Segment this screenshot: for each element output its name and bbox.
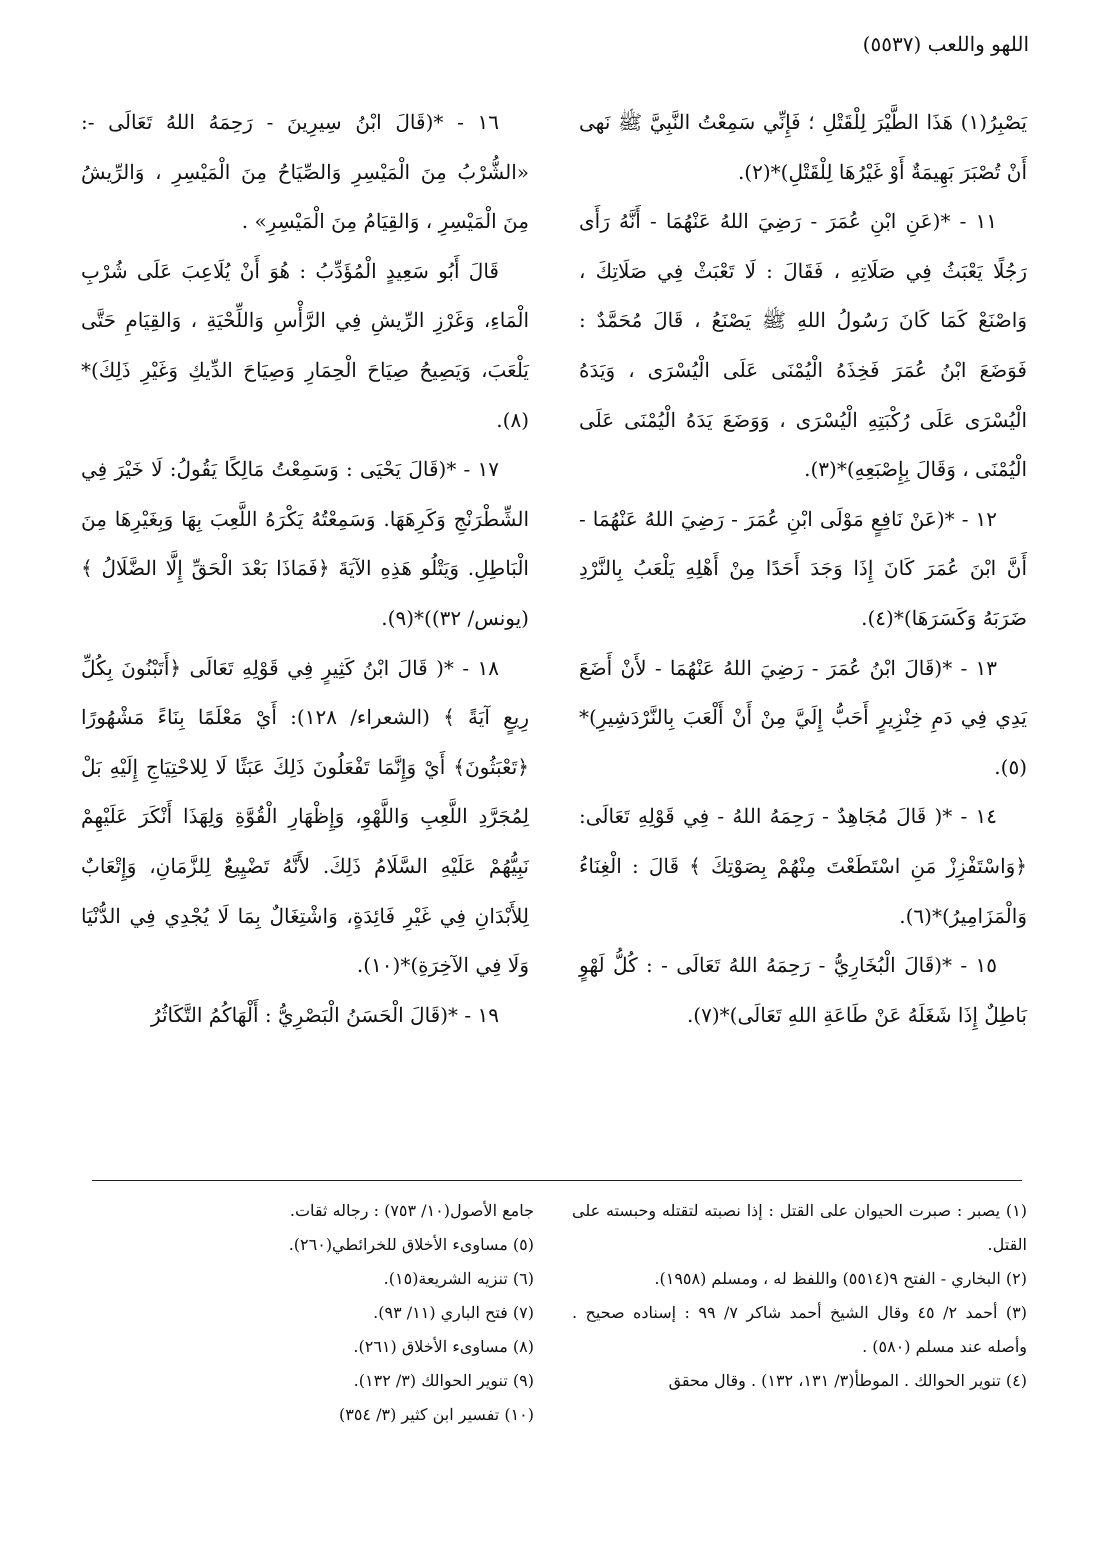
footnote-8: (٨) مساوىء الأخلاق (٢٦١). — [353, 1337, 534, 1356]
footnote-3: (٣) أحمد ٢/ ٤٥ وقال الشيخ أحمد شاكر ٧/ ٩٩ : إسناده صحيح . وأصله عند مسلم (٥٨٠) . — [572, 1303, 1027, 1356]
footnote-9: (٩) تنوير الحوالك (٣/ ١٣٢). — [353, 1371, 534, 1390]
footnote-6: (٦) تنزيه الشريعة(١٥). — [383, 1269, 534, 1288]
paragraph-11: ١١ - *(عَنِ ابْنِ عُمَرَ - رَضِيَ اللهُ عَنْهُمَا - أَنَّهُ رَأَى رَجُلًا يَعْبَثُ فِي صَلَاتِهِ ، فَقَالَ : لَا تَعْبَثْ فِي صَلَاتِكَ ، وَاصْنَعْ كَمَا كَانَ رَسُولُ اللهِ ﷺ يَصْنَعُ ، قَالَ مُحَمَّدٌ : فَوَضَعَ ابْنُ عُمَرَ فَخِذَهُ الْيُمْنَى عَلَى الْيُسْرَى ، وَيَدَهُ الْيُسْرَى عَلَى رُكْبَتِهِ الْيُسْرَى ، وَوَضَعَ يَدَهُ الْيُمْنَى عَلَى الْيُمْنَى ، وَقَالَ بِإِصْبَعِهِ)*(٣). — [579, 209, 1027, 482]
footnote-5: (٥) مساوىء الأخلاق للخرائطي(٢٦٠). — [288, 1235, 534, 1254]
footnotes-left-column — [79, 1194, 534, 1432]
main-text-left-column — [81, 98, 529, 1040]
footnote-4: (٤) تنوير الحوالك . الموطأ(٣/ ١٣١، ١٣٢) . وقال محقق — [668, 1371, 1027, 1390]
running-header: اللهو واللعب (٥٥٣٧) — [862, 32, 1029, 56]
paragraph-13: ١٣ - *(قَالَ ابْنُ عُمَرَ - رَضِيَ اللهُ عَنْهُمَا - لأَنْ أَضَعَ يَدِي فِي دَمِ خِنْزِيرٍ أَحَبُّ إِلَيَّ مِنْ أَنْ أَلْعَبَ بِالنَّرْدَشِيرِ)*(٥). — [579, 655, 1027, 779]
footnote-7: (٧) فتح الباري (١١/ ٩٣). — [373, 1303, 534, 1322]
paragraph-15: ١٥ - *(قَالَ الْبُخَارِيُّ - رَحِمَهُ اللهُ تَعَالَى - : كُلُّ لَهْوٍ بَاطِلٌ إِذَا شَغَلَهُ عَنْ طَاعَةِ اللهِ تَعَالَى)*(٧). — [579, 953, 1027, 1027]
footnote-4-continued: جامع الأصول(١٠/ ٧٥٣) : رجاله ثقات. — [289, 1201, 534, 1220]
paragraph-12: ١٢ - *(عَنْ نَافِعٍ مَوْلَى ابْنِ عُمَرَ - رَضِيَ اللهُ عَنْهُمَا - أَنَّ ابْنَ عُمَرَ كَانَ إِذَا وَجَدَ أَحَدًا مِنْ أَهْلِهِ يَلْعَبُ بِالنَّرْدِ ضَرَبَهُ وَكَسَرَهَا)*(٤). — [579, 506, 1027, 630]
footnote-separator — [92, 1180, 1022, 1181]
paragraph-18: ١٨ - *( قَالَ ابْنُ كَثِيرٍ فِي قَوْلِهِ تَعَالَى ﴿أَتَبْنُونَ بِكُلِّ رِيعٍ آيَةً ﴾ (الشعراء/ ١٢٨): أَيْ مَعْلَمًا بِنَاءً مَشْهُورًا ﴿تَعْبَثُونَ﴾ أَيْ وَإِنَّمَا تَفْعَلُونَ ذَلِكَ عَبَثًا لَا لِلاحْتِيَاجِ إِلَيْهِ بَلْ لِمُجَرَّدِ اللَّعِبِ وَاللَّهْوِ، وَإِظْهَارِ الْقُوَّةِ وَلِهَذَا أَنْكَرَ عَلَيْهِمْ نَبِيُّهُمْ عَلَيْهِ السَّلَامُ ذَلِكَ. لأَنَّهُ تَضْيِيعٌ لِلزَّمَانِ، وَإِتْعَابٌ لِلأَبْدَانِ فِي غَيْرِ فَائِدَةٍ، وَاشْتِغَالٌ بِمَا لَا يُجْدِي فِي الدُّنْيَا وَلَا فِي الآخِرَةِ)*(١٠). — [81, 655, 530, 978]
paragraph-16-commentary: قَالَ أَبُو سَعِيدٍ الْمُؤَدِّبُ : هُوَ أَنْ يُلَاعِبَ عَلَى شُرْبِ الْمَاءِ، وَغَرْزِ الرِّيشِ فِي الرَّأْسِ وَاللِّحْيَةِ ، وَالقِيَامِ حَتَّى يَلْعَبَ، وَيَصِيحُ صِيَاحَ الْحِمَارِ وَصِيَاحَ الدِّيكِ وَغَيْرِ ذَلِكَ)*(٨). — [81, 258, 529, 432]
paragraph-17: ١٧ - *(قَالَ يَحْيَى : وَسَمِعْتُ مَالِكًا يَقُولُ: لَا خَيْرَ فِي الشِّطْرَنْجِ وَكَرِهَهَا. وَسَمِعْتُهُ يَكْرَهُ اللَّعِبَ بِهَا وَبِغَيْرِهَا مِنَ الْبَاطِلِ. وَيَتْلُو هَذِهِ الآيَةَ ﴿فَمَاذَا بَعْدَ الْحَقِّ إِلَّا الضَّلَالُ ﴾(يونس/ ٣٢))*(٩). — [81, 457, 529, 630]
paragraph-16: ١٦ - *(قَالَ ابْنُ سِيرِينَ - رَحِمَهُ اللهُ تَعَالَى -: «الشُّرْبُ مِنَ الْمَيْسِرِ وَالصِّيَاحُ مِنَ الْمَيْسِرِ ، وَالرِّيشُ مِنَ الْمَيْسِرِ ، وَالقِيَامُ مِنَ الْمَيْسِرِ» . — [81, 110, 529, 234]
paragraph-14: ١٤ - *( قَالَ مُجَاهِدٌ - رَحِمَهُ اللهُ - فِي قَوْلِهِ تَعَالَى: ﴿وَاسْتَفْزِزْ مَنِ اسْتَطَعْتَ مِنْهُمْ بِصَوْتِكَ ﴾ قَالَ : الْغِنَاءُ وَالْمَزَامِيرُ)*(٦). — [579, 804, 1027, 928]
footnotes-right-column — [572, 1194, 1027, 1398]
footnote-10: (١٠) تفسير ابن كثير (٣/ ٣٥٤) — [338, 1405, 534, 1424]
paragraph-10-continued: يَصْبِرُ(١) هَذَا الطَّيْرَ لِلْقَتْلِ ؛ فَإِنِّي سَمِعْتُ النَّبِيَّ ﷺ نَهى أَنْ تُصْبَرَ بَهِيمَةٌ أَوْ غَيْرُهَا لِلْقَتْلِ)*(٢). — [579, 110, 1027, 184]
footnote-1: (١) يصبر : صبرت الحيوان على القتل : إذا نصبته لتقتله وحبسته على القتل. — [572, 1201, 1027, 1254]
paragraph-19: ١٩ - *(قَالَ الْحَسَنُ الْبَصْرِيُّ : أَلْهَاكُمُ التَّكَاثُرُ — [150, 1002, 499, 1027]
footnote-2: (٢) البخاري - الفتح ٩(٥٥١٤) واللفظ له ، ومسلم (١٩٥٨). — [654, 1269, 1027, 1288]
main-text-right-column — [579, 98, 1027, 1040]
